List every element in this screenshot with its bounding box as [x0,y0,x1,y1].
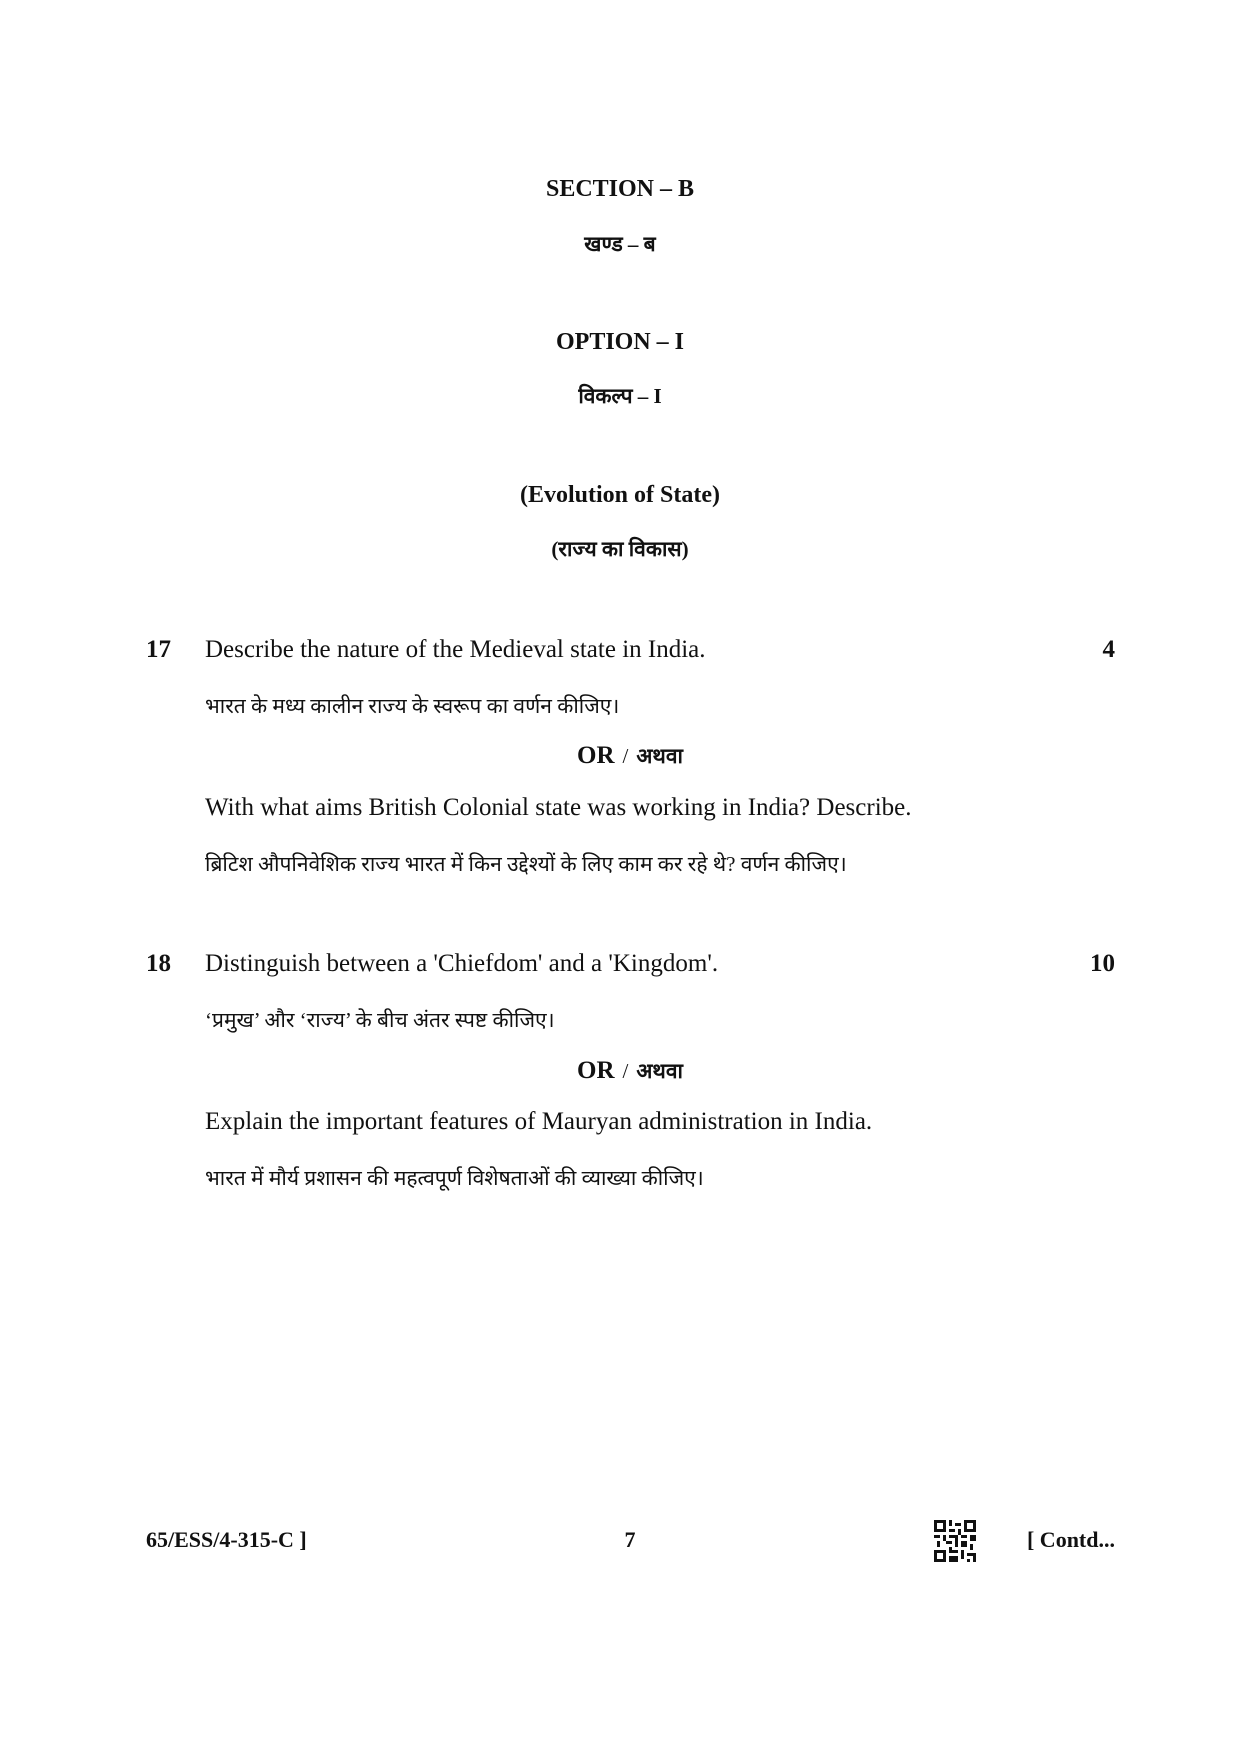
page-number: 7 [624,1527,636,1552]
topic-title-hi: (राज्य का विकास) [551,537,689,561]
option-title-en: OPTION – I [555,329,684,355]
option-title-hi: विकल्प – I [578,384,662,408]
or-divider [0,1057,1240,1085]
topic-title-en: (Evolution of State) [520,482,720,508]
question-text-en: Describe the nature of the Medieval state in India. [205,636,706,663]
alternative-text-en: Explain the important features of Mauryan administration in India. [205,1108,873,1135]
section-title-hi: खण्ड – ब [584,232,656,256]
alternative-text-hi: भारत में मौर्य प्रशासन की महत्वपूर्ण विशेषताओं की व्याख्या कीजिए। [205,1166,704,1190]
question-text-hi: ‘प्रमुख’ और ‘राज्य’ के बीच अंतर स्पष्ट कीजिए। [205,1008,555,1032]
question-number: 18 [146,950,171,977]
question-text-hi: भारत के मध्य कालीन राज्य के स्वरूप का वर्णन कीजिए। [205,694,620,718]
or-separator: / [622,1059,629,1083]
question-text-en: Distinguish between a 'Chiefdom' and a 'Kingdom'. [205,950,719,977]
or-label-en: OR [577,742,615,769]
or-label-en: OR [577,1057,615,1084]
alternative-text-en: With what aims British Colonial state was working in India? Describe. [205,794,912,821]
question-number: 17 [146,636,171,663]
section-title-en: SECTION – B [545,176,695,202]
qr-code-icon [934,1520,976,1562]
continued-label: [ Contd... [1026,1527,1115,1552]
paper-code: 65/ESS/4-315-C ] [146,1527,307,1552]
or-separator: / [622,744,629,768]
or-divider [0,742,1240,770]
question-marks: 10 [1090,950,1115,977]
or-label-hi: अथवा [636,744,683,768]
or-label-hi: अथवा [636,1059,683,1083]
alternative-text-hi: ब्रिटिश औपनिवेशिक राज्य भारत में किन उद्देश्यों के लिए काम कर रहे थे? वर्णन कीजिए। [205,852,847,876]
question-marks: 4 [1102,636,1115,663]
